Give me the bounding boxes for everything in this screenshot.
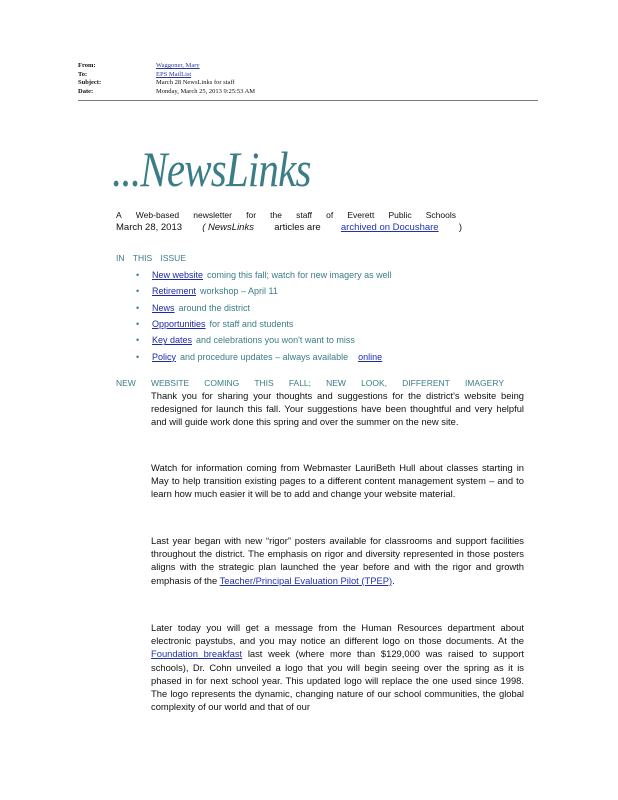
list-item — [136, 283, 486, 299]
date-value: Monday, March 25, 2013 9:25:53 AM — [156, 87, 256, 95]
list-item — [136, 267, 486, 283]
tagline-word: of — [326, 210, 334, 220]
item-text: for staff and students — [209, 319, 294, 330]
key-dates-link[interactable]: Key dates — [152, 335, 193, 346]
bullet-icon: • — [136, 302, 140, 313]
bullet-icon: • — [136, 270, 140, 281]
paren-close: ) — [458, 222, 462, 233]
item-text: around the district — [178, 302, 251, 313]
tagline-word: Public — [388, 210, 412, 220]
news-link[interactable]: News — [152, 302, 175, 313]
paragraph-4-text-b: last week (where more than $129,000 was raised to support schools), Dr. Cohn unveiled a logo that you will begin seeing over the spring as it is phased in for next school year. This updated logo will replace the one used since 1998. The logo represents the dynamic, changing nature of our school communities, the global complexity of our world and that of our — [151, 648, 524, 713]
heading-word: IMAGERY — [464, 378, 504, 388]
date-label: Date: — [78, 87, 94, 95]
newsletter-masthead: ...NewsLinks — [112, 141, 311, 197]
bullet-icon: • — [136, 286, 140, 297]
tagline-line2 — [116, 222, 462, 233]
tagline-words — [116, 210, 456, 220]
tagline-word: staff — [296, 210, 313, 220]
email-header — [78, 62, 538, 96]
tagline-word: the — [270, 210, 282, 220]
to-label: To: — [78, 70, 88, 78]
heading-word: THIS — [132, 253, 153, 263]
heading-word: WEBSITE — [150, 378, 190, 388]
heading-word: NEW — [116, 378, 136, 388]
tagline-word: A — [116, 210, 122, 220]
heading-word: ISSUE — [160, 253, 186, 263]
from-value[interactable]: Waggoner, Mary — [156, 62, 200, 69]
paragraph-4-text-a: Later today you will get a message from the Human Resources department about electronic paystubs, and you may notice an different logo on those documents. At the — [151, 622, 524, 647]
item-text: and celebrations you won't want to miss — [196, 335, 355, 346]
from-row — [78, 62, 538, 71]
item-text: workshop – April 11 — [200, 286, 278, 297]
list-item — [136, 300, 486, 316]
date-row — [78, 88, 538, 97]
item-text: and procedure updates – always available — [180, 351, 349, 362]
bullet-icon: • — [136, 319, 140, 330]
newslinks-paren: ( NewsLinks — [202, 222, 254, 233]
heading-word: FALL; — [288, 378, 312, 388]
tpep-link[interactable]: Teacher/Principal Evaluation Pilot (TPEP) — [219, 574, 393, 586]
heading-word: LOOK, — [361, 378, 388, 388]
to-row — [78, 71, 538, 80]
issue-date: March 28, 2013 — [116, 222, 183, 233]
subject-label: Subject: — [78, 79, 102, 87]
online-link[interactable]: online — [358, 351, 383, 362]
paragraph-2: Watch for information coming from Webmaster LauriBeth Hull about classes starting in May to help transition existing pages to a different content management system – and to learn how much easier it will be to add and change your website material. — [151, 462, 524, 500]
opportunities-link[interactable]: Opportunities — [152, 319, 206, 330]
tagline-line1 — [116, 210, 456, 220]
list-item — [136, 316, 486, 332]
to-value[interactable]: EPS MailList — [156, 70, 192, 78]
bullet-icon: • — [136, 335, 140, 346]
paragraph-1: Thank you for sharing your thoughts and suggestions for the district's website being redesigned for launch this fall. Your suggestions have been thoughtful and very helpful and will guide work done this spring and over the summer on the new site. — [151, 390, 524, 428]
new-website-heading — [116, 378, 504, 388]
item-text: coming this fall; watch for new imagery as well — [207, 270, 392, 281]
tagline-word: Schools — [425, 210, 456, 220]
archived-docushare-link[interactable]: archived on Docushare — [340, 222, 439, 233]
foundation-breakfast-link[interactable]: Foundation breakfast — [151, 648, 243, 660]
retirement-link[interactable]: Retirement — [152, 286, 197, 297]
list-item — [136, 348, 486, 364]
paragraph-4 — [151, 621, 524, 713]
subject-row — [78, 79, 538, 88]
in-this-issue-heading — [116, 253, 186, 263]
heading-word: THIS — [254, 378, 274, 388]
heading-word: IN — [116, 253, 125, 263]
subject-value: March 28 NewsLinks for staff — [156, 79, 235, 87]
list-item — [136, 332, 486, 348]
header-divider — [78, 100, 538, 101]
tagline-word: Web-based — [135, 210, 180, 220]
heading-word: COMING — [204, 378, 240, 388]
paragraph-3 — [151, 534, 524, 587]
paragraph-3-text: Last year began with new “rigor” posters available for classrooms and support facilities throughout the district. The emphasis on rigor and diversity represented in those posters aligns with the strategic plan launched the year before and with the rigor and growth emphasis of the — [151, 535, 524, 586]
policy-link[interactable]: Policy — [152, 351, 177, 362]
issue-list — [136, 267, 486, 365]
new-website-link[interactable]: New website — [152, 270, 204, 281]
heading-word: DIFFERENT — [402, 378, 450, 388]
from-label: From: — [78, 62, 96, 69]
paragraph-3-end: . — [392, 574, 395, 586]
tagline-word: newsletter — [193, 210, 232, 220]
tagline-word: for — [246, 210, 257, 220]
tagline-word: Everett — [347, 210, 375, 220]
bullet-icon: • — [136, 351, 140, 362]
articles-are-text: articles are — [274, 222, 321, 233]
heading-word: NEW — [326, 378, 346, 388]
